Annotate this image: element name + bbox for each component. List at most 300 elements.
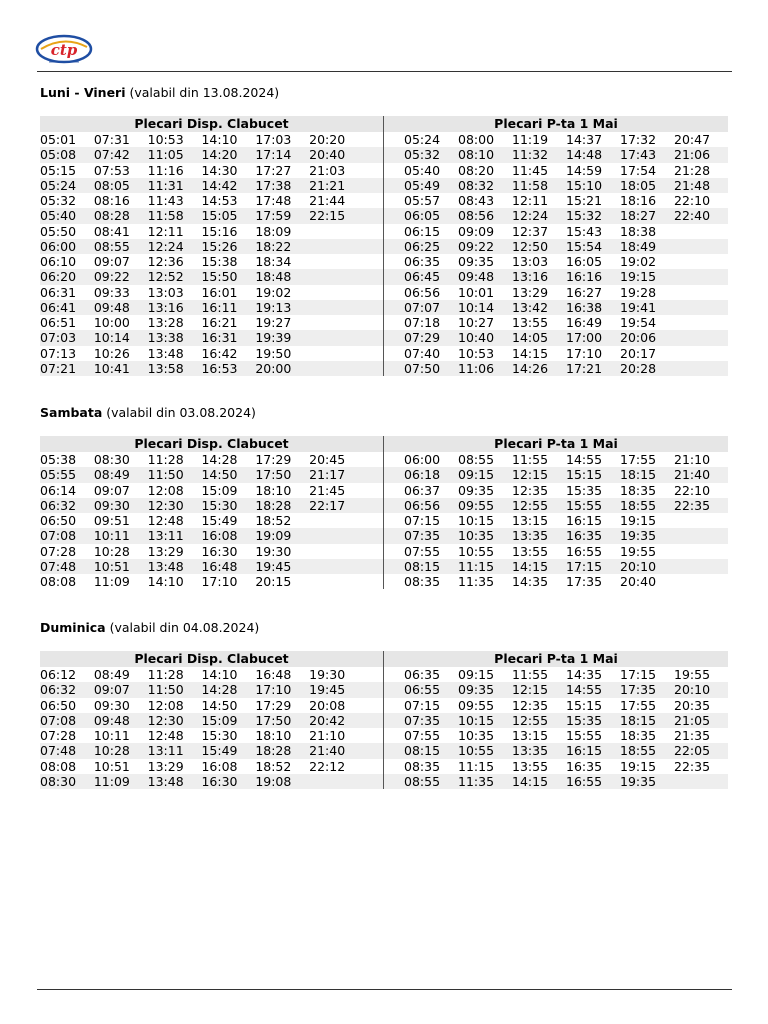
- column-header: Plecari P-ta 1 Mai: [384, 651, 728, 667]
- table-row: [384, 528, 728, 543]
- departure-time: 19:08: [255, 773, 292, 789]
- departure-time: 10:51: [93, 558, 130, 574]
- departure-time: 21:10: [674, 452, 711, 467]
- departure-time: 11:45: [512, 162, 549, 178]
- table-row: [384, 361, 728, 376]
- departure-time: [674, 774, 728, 789]
- departure-time: 19:28: [620, 284, 657, 300]
- table-row: [404, 574, 728, 589]
- departure-time: 19:45: [309, 682, 346, 698]
- departure-time: 05:40: [40, 208, 77, 224]
- departure-time: 05:08: [40, 147, 77, 163]
- departure-time: 13:48: [147, 345, 184, 361]
- departure-time: 14:28: [201, 452, 238, 467]
- departure-time: 18:38: [620, 223, 657, 239]
- departure-time: [674, 330, 728, 345]
- departure-time: [309, 254, 363, 269]
- departure-time: 15:43: [566, 223, 603, 239]
- departure-time: 07:15: [404, 513, 441, 528]
- departure-time: 12:35: [512, 697, 549, 713]
- departure-time: 13:16: [512, 269, 549, 285]
- departure-time: 16:01: [201, 284, 238, 300]
- departure-time: 07:53: [93, 162, 130, 178]
- departure-time: 09:55: [458, 497, 495, 513]
- departure-time: [309, 513, 363, 528]
- departure-time: 05:55: [40, 467, 77, 483]
- departure-time: 11:58: [147, 208, 184, 224]
- departure-time: [674, 513, 728, 528]
- departure-time: 10:51: [93, 758, 130, 774]
- departure-time: 21:40: [309, 743, 346, 759]
- departure-time: 07:28: [40, 728, 77, 743]
- departure-time: 19:35: [620, 773, 657, 789]
- departure-time: 14:55: [566, 452, 603, 467]
- departure-time: [674, 544, 728, 559]
- departure-time: 18:16: [620, 193, 657, 208]
- departure-time: 16:30: [201, 543, 238, 559]
- departure-time: 06:35: [404, 254, 441, 269]
- table-row: [404, 698, 728, 713]
- departure-time: 18:15: [620, 467, 657, 483]
- departure-time: 19:02: [255, 284, 292, 300]
- departure-time: 07:07: [404, 299, 441, 315]
- departure-time: 20:10: [674, 682, 711, 698]
- departure-time: 10:53: [458, 345, 495, 361]
- timetable-right-half: [384, 651, 728, 789]
- departure-time: 06:56: [404, 284, 441, 300]
- departure-rows: [40, 132, 383, 376]
- departure-time: 11:58: [512, 177, 549, 193]
- departure-time: 20:35: [674, 697, 711, 713]
- departure-time: 09:22: [93, 269, 130, 285]
- departure-time: 15:16: [201, 223, 238, 239]
- departure-time: 19:15: [620, 269, 657, 285]
- departure-time: 09:15: [458, 467, 495, 483]
- departure-time: 21:03: [309, 162, 346, 178]
- departure-time: 17:00: [566, 330, 603, 346]
- departure-time: 17:35: [566, 574, 603, 589]
- departure-time: 20:00: [255, 360, 292, 376]
- departure-time: 05:15: [40, 162, 77, 178]
- departure-time: 08:15: [404, 558, 441, 574]
- departure-time: 11:35: [458, 574, 495, 589]
- departure-time: 16:05: [566, 254, 603, 269]
- table-row: [40, 513, 383, 528]
- departure-time: 05:50: [40, 223, 77, 239]
- departure-time: 14:20: [201, 147, 238, 163]
- departure-time: 07:48: [40, 743, 77, 759]
- departure-time: 17:15: [620, 667, 657, 682]
- departure-time: 11:55: [512, 667, 549, 682]
- table-row: [404, 667, 728, 682]
- departure-time: 15:21: [566, 193, 603, 208]
- table-row: [384, 269, 728, 284]
- departure-time: 20:45: [309, 452, 346, 467]
- departure-time: 14:59: [566, 162, 603, 178]
- table-row: [40, 315, 383, 330]
- table-row: [404, 285, 728, 300]
- departure-time: 12:48: [147, 728, 184, 743]
- timetable-left-half: [40, 116, 384, 376]
- departure-time: 13:48: [147, 773, 184, 789]
- departure-time: 19:55: [620, 543, 657, 559]
- departure-time: [674, 239, 728, 254]
- departure-time: 12:55: [512, 497, 549, 513]
- departure-time: 19:27: [255, 315, 292, 330]
- departure-time: 14:10: [147, 574, 184, 589]
- departure-time: 15:30: [201, 728, 238, 743]
- table-row: [40, 713, 383, 728]
- table-row: [40, 269, 383, 284]
- table-row: [404, 254, 728, 269]
- departure-time: 17:10: [255, 682, 292, 698]
- table-row: [404, 544, 728, 559]
- table-row: [384, 330, 728, 345]
- departure-time: 08:49: [93, 467, 130, 483]
- departure-time: 21:21: [309, 177, 346, 193]
- departure-time: 06:31: [40, 284, 77, 300]
- departure-time: 13:15: [512, 513, 549, 528]
- table-row: [40, 728, 383, 743]
- departure-time: [309, 330, 363, 345]
- table-row: [40, 682, 383, 697]
- departure-time: 17:10: [201, 574, 238, 589]
- departure-time: 07:42: [93, 147, 130, 163]
- departure-time: 16:35: [566, 758, 603, 774]
- departure-time: 20:17: [620, 345, 657, 361]
- departure-time: 13:48: [147, 558, 184, 574]
- departure-time: 16:21: [201, 315, 238, 330]
- departure-time: 07:08: [40, 528, 77, 544]
- ctp-logo: [35, 33, 93, 67]
- departure-time: 14:37: [566, 132, 603, 147]
- departure-time: 12:36: [147, 254, 184, 269]
- departure-time: 10:41: [93, 360, 130, 376]
- departure-time: 16:08: [201, 758, 238, 774]
- departure-time: 13:35: [512, 743, 549, 759]
- departure-time: 18:28: [255, 743, 292, 759]
- section-title: [40, 619, 728, 637]
- table-row: [404, 728, 728, 743]
- table-row: [40, 698, 383, 713]
- departure-time: 10:15: [458, 513, 495, 528]
- departure-time: [674, 300, 728, 315]
- departure-time: 22:10: [674, 193, 711, 208]
- departure-time: [674, 361, 728, 376]
- departure-time: 18:05: [620, 177, 657, 193]
- logo-text: ctp: [50, 41, 78, 59]
- departure-time: [674, 269, 728, 284]
- table-row: [384, 774, 728, 789]
- departure-time: 10:40: [458, 330, 495, 346]
- table-row: [40, 483, 383, 498]
- departure-time: 08:28: [93, 208, 130, 224]
- departure-time: 07:03: [40, 330, 77, 346]
- departure-time: 12:48: [147, 513, 184, 528]
- departure-time: 12:11: [512, 193, 549, 208]
- departure-time: 11:32: [512, 147, 549, 163]
- departure-time: 17:21: [566, 360, 603, 376]
- departure-time: 16:38: [566, 299, 603, 315]
- departure-time: 20:28: [620, 360, 657, 376]
- departure-time: 06:25: [404, 238, 441, 254]
- departure-time: 21:05: [674, 712, 711, 728]
- departure-time: 14:50: [201, 467, 238, 483]
- departure-time: 11:43: [147, 193, 184, 208]
- departure-time: 14:53: [201, 193, 238, 208]
- departure-time: 08:35: [404, 758, 441, 774]
- departure-time: 15:35: [566, 482, 603, 498]
- table-row: [40, 346, 383, 361]
- departure-time: 22:40: [674, 208, 711, 224]
- departure-time: 19:02: [620, 254, 657, 269]
- schedule-section-weekdays: [40, 84, 728, 376]
- departure-time: [309, 239, 363, 254]
- departure-time: [309, 346, 363, 361]
- departure-time: 16:55: [566, 543, 603, 559]
- departure-time: [674, 559, 728, 574]
- departure-time: [674, 315, 728, 330]
- departure-time: [309, 285, 363, 300]
- departure-time: 09:48: [93, 712, 130, 728]
- departure-time: 10:01: [458, 284, 495, 300]
- departure-time: 15:10: [566, 177, 603, 193]
- departure-time: [309, 559, 363, 574]
- departure-time: [309, 224, 363, 239]
- departure-time: 21:48: [674, 177, 711, 193]
- departure-time: [309, 361, 363, 376]
- departure-time: 06:32: [40, 682, 77, 698]
- departure-time: 19:55: [674, 667, 711, 682]
- departure-time: 10:28: [93, 743, 130, 759]
- departure-time: 12:30: [147, 497, 184, 513]
- departure-time: 12:24: [147, 238, 184, 254]
- departure-time: 13:29: [512, 284, 549, 300]
- departure-time: 07:50: [404, 360, 441, 376]
- departure-time: 17:15: [566, 558, 603, 574]
- departure-time: 18:10: [255, 482, 292, 498]
- departure-time: 14:28: [201, 682, 238, 698]
- validity-label: (valabil din 03.08.2024): [106, 405, 256, 420]
- departure-time: 18:09: [255, 223, 292, 239]
- departure-time: 22:35: [674, 497, 711, 513]
- departure-time: 13:35: [512, 528, 549, 544]
- departure-time: 22:10: [674, 482, 711, 498]
- departure-time: 12:08: [147, 482, 184, 498]
- departure-time: 21:06: [674, 147, 711, 163]
- departure-time: 06:50: [40, 697, 77, 713]
- table-row: [40, 452, 383, 467]
- departure-time: 14:15: [512, 345, 549, 361]
- departure-time: 07:55: [404, 543, 441, 559]
- table-row: [404, 163, 728, 178]
- departure-time: 18:55: [620, 743, 657, 759]
- departure-time: 12:11: [147, 223, 184, 239]
- departure-time: 08:10: [458, 147, 495, 163]
- table-row: [40, 239, 383, 254]
- departure-time: 16:48: [255, 667, 292, 682]
- departure-time: 05:38: [40, 452, 77, 467]
- departure-time: 19:15: [620, 758, 657, 774]
- departure-time: 06:14: [40, 482, 77, 498]
- table-row: [40, 528, 383, 543]
- departure-time: 07:13: [40, 345, 77, 361]
- departure-time: 15:15: [566, 467, 603, 483]
- departure-time: 10:55: [458, 543, 495, 559]
- table-row: [384, 498, 728, 513]
- departure-time: [309, 315, 363, 330]
- table-row: [40, 224, 383, 239]
- table-row: [40, 759, 383, 774]
- departure-time: 20:15: [255, 574, 292, 589]
- departure-time: 18:10: [255, 728, 292, 743]
- departure-time: 11:06: [458, 360, 495, 376]
- departure-time: 06:18: [404, 467, 441, 483]
- departure-time: [309, 269, 363, 284]
- table-row: [40, 574, 383, 589]
- departure-time: 16:31: [201, 330, 238, 346]
- departure-time: 17:38: [255, 177, 292, 193]
- departure-time: 20:10: [620, 558, 657, 574]
- departure-time: 09:15: [458, 667, 495, 682]
- departure-time: 17:32: [620, 132, 657, 147]
- departure-time: 22:15: [309, 208, 346, 224]
- column-header: Plecari Disp. Clabucet: [40, 651, 383, 667]
- departure-time: 09:30: [93, 697, 130, 713]
- departure-time: 12:24: [512, 208, 549, 224]
- departure-time: 11:15: [458, 758, 495, 774]
- departure-time: 17:59: [255, 208, 292, 224]
- departure-rows: [40, 667, 383, 789]
- departure-time: 14:15: [512, 773, 549, 789]
- departure-time: 06:35: [404, 667, 441, 682]
- departure-time: 17:54: [620, 162, 657, 178]
- departure-time: 15:55: [566, 497, 603, 513]
- departure-time: 06:32: [40, 497, 77, 513]
- departure-time: 10:14: [93, 330, 130, 346]
- departure-time: 12:55: [512, 712, 549, 728]
- departure-time: 10:27: [458, 315, 495, 330]
- departure-time: 16:53: [201, 360, 238, 376]
- departure-time: 21:44: [309, 193, 346, 208]
- departure-time: 08:20: [458, 162, 495, 178]
- departure-time: 14:55: [566, 682, 603, 698]
- departure-time: 18:48: [255, 269, 292, 285]
- table-row: [404, 483, 728, 498]
- day-label: Sambata: [40, 405, 103, 420]
- departure-time: 16:55: [566, 773, 603, 789]
- departure-time: 13:16: [147, 299, 184, 315]
- departure-time: 06:55: [404, 682, 441, 698]
- timetable: [40, 116, 728, 376]
- departure-time: [674, 254, 728, 269]
- departure-time: 15:54: [566, 238, 603, 254]
- departure-time: 08:55: [93, 238, 130, 254]
- departure-time: 09:48: [93, 299, 130, 315]
- departure-time: 07:18: [404, 315, 441, 330]
- column-header: Plecari P-ta 1 Mai: [384, 436, 728, 452]
- departure-time: 10:11: [93, 728, 130, 743]
- departure-time: 06:00: [404, 452, 441, 467]
- departure-time: 11:55: [512, 452, 549, 467]
- day-label: Luni - Vineri: [40, 85, 126, 100]
- departure-time: 14:15: [512, 558, 549, 574]
- day-label: Duminica: [40, 620, 106, 635]
- departure-time: 10:00: [93, 315, 130, 330]
- departure-time: 17:27: [255, 162, 292, 178]
- departure-time: 17:14: [255, 147, 292, 163]
- departure-time: 08:05: [93, 177, 130, 193]
- departure-time: 13:29: [147, 758, 184, 774]
- departure-time: 11:16: [147, 162, 184, 178]
- timetable-left-half: [40, 651, 384, 789]
- departure-time: 18:22: [255, 238, 292, 254]
- departure-time: 10:53: [147, 132, 184, 147]
- departure-time: 09:07: [93, 254, 130, 269]
- departure-time: 05:01: [40, 132, 77, 147]
- validity-label: (valabil din 04.08.2024): [109, 620, 260, 635]
- timetable: [40, 436, 728, 589]
- departure-time: 07:35: [404, 528, 441, 544]
- table-row: [40, 467, 383, 482]
- departure-time: 08:41: [93, 223, 130, 239]
- departure-time: 13:29: [147, 543, 184, 559]
- timetable: [40, 651, 728, 789]
- table-row: [40, 743, 383, 758]
- departure-rows: [40, 452, 383, 589]
- departure-time: 09:51: [93, 513, 130, 528]
- departure-time: 16:42: [201, 345, 238, 361]
- table-row: [384, 743, 728, 758]
- departure-time: 20:20: [309, 132, 346, 147]
- departure-time: 11:15: [458, 558, 495, 574]
- table-row: [40, 147, 383, 162]
- departure-time: 19:50: [255, 345, 292, 361]
- table-row: [404, 132, 728, 147]
- table-row: [404, 346, 728, 361]
- table-row: [40, 178, 383, 193]
- departure-time: 17:43: [620, 147, 657, 163]
- section-title: [40, 84, 728, 102]
- departure-time: 11:19: [512, 132, 549, 147]
- table-row: [40, 132, 383, 147]
- departure-time: 12:52: [147, 269, 184, 285]
- departure-time: 17:29: [255, 697, 292, 713]
- departure-time: 10:15: [458, 712, 495, 728]
- departure-rows: [404, 667, 728, 789]
- departure-time: 09:33: [93, 284, 130, 300]
- departure-time: 11:05: [147, 147, 184, 163]
- departure-time: 15:50: [201, 269, 238, 285]
- departure-time: 16:27: [566, 284, 603, 300]
- departure-time: 17:55: [620, 697, 657, 713]
- departure-time: 06:56: [404, 497, 441, 513]
- departure-time: 07:31: [93, 132, 130, 147]
- departure-time: 19:45: [255, 558, 292, 574]
- departure-time: 19:13: [255, 299, 292, 315]
- departure-time: 09:48: [458, 269, 495, 285]
- departure-time: 11:31: [147, 177, 184, 193]
- departure-rows: [404, 452, 728, 589]
- departure-time: [674, 224, 728, 239]
- departure-time: 13:28: [147, 315, 184, 330]
- departure-time: 08:56: [458, 208, 495, 224]
- departure-time: 16:48: [201, 558, 238, 574]
- departure-time: 13:15: [512, 728, 549, 743]
- departure-time: 09:55: [458, 697, 495, 713]
- departure-time: 06:20: [40, 269, 77, 285]
- departure-rows: [404, 132, 728, 376]
